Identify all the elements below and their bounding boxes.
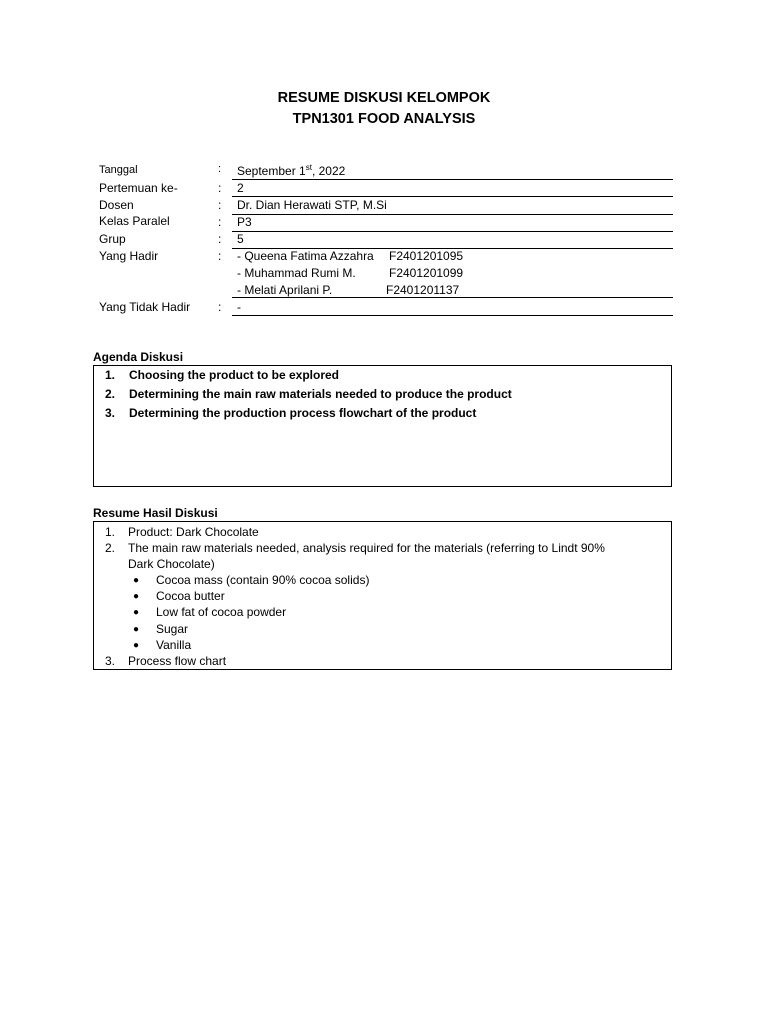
colon: : — [218, 198, 222, 212]
colon: : — [218, 249, 222, 263]
resume-item-text: Dark Chocolate) — [128, 557, 215, 571]
resume-title: Resume Hasil Diskusi — [93, 506, 218, 520]
bullet-icon: ● — [133, 624, 140, 635]
dosen-underline — [232, 214, 673, 215]
tidak-hadir-label: Yang Tidak Hadir — [99, 300, 191, 314]
resume-box — [93, 521, 672, 670]
bullet-text: Cocoa butter — [156, 589, 225, 603]
pertemuan-value: 2 — [237, 181, 244, 195]
kelas-underline — [232, 231, 673, 232]
bullet-icon: ● — [133, 640, 140, 651]
resume-item-number: 3. — [105, 654, 116, 668]
tidak-hadir-value: - — [237, 300, 241, 314]
resume-item-text: Product: Dark Chocolate — [128, 525, 259, 539]
resume-item-text: Process flow chart — [128, 654, 227, 668]
agenda-item: 1. Choosing the product to be explored — [105, 368, 339, 382]
tidak-hadir-underline — [232, 315, 673, 316]
dosen-value: Dr. Dian Herawati STP, M.Si — [237, 198, 387, 212]
agenda-item: 2. Determining the main raw materials needed to produce the product — [105, 387, 512, 401]
resume-item-text: The main raw materials needed, analysis required for the materials (referring to Lindt 90% — [128, 541, 605, 555]
tanggal-label: Tanggal — [99, 164, 138, 176]
colon: : — [218, 300, 222, 314]
grup-label: Grup — [99, 232, 126, 246]
colon: : — [218, 181, 222, 195]
course-title: TPN1301 FOOD ANALYSIS — [292, 111, 476, 127]
bullet-text: Cocoa mass (contain 90% cocoa solids) — [156, 573, 370, 587]
kelas-label: Kelas Paralel — [99, 214, 170, 228]
member-nim: F2401201099 — [389, 266, 464, 280]
dosen-label: Dosen — [99, 198, 134, 212]
colon: : — [218, 215, 222, 229]
agenda-item: 3. Determining the production process flowchart of the product — [105, 406, 477, 420]
member-nim: F2401201137 — [386, 283, 460, 297]
member-nim: F2401201095 — [389, 249, 464, 263]
bullet-icon: ● — [133, 575, 140, 586]
pertemuan-label: Pertemuan ke- — [99, 181, 178, 195]
bullet-icon: ● — [133, 607, 140, 618]
bullet-text: Sugar — [156, 622, 189, 636]
resume-item-number: 1. — [105, 525, 116, 539]
tanggal-underline — [232, 179, 673, 180]
bullet-icon: ● — [133, 591, 140, 602]
kelas-value: P3 — [237, 215, 252, 229]
member-name: - Queena Fatima Azzahra — [237, 249, 374, 263]
tanggal-value: September 1st, 2022 — [237, 163, 346, 178]
resume-item-number: 2. — [105, 541, 116, 555]
colon: : — [218, 163, 222, 175]
member-name: - Muhammad Rumi M. — [237, 266, 356, 280]
hadir-underline — [232, 297, 673, 298]
document-title: RESUME DISKUSI KELOMPOK — [277, 90, 491, 106]
pertemuan-underline — [232, 196, 673, 197]
grup-value: 5 — [237, 232, 244, 246]
member-name: - Melati Aprilani P. — [237, 283, 333, 297]
agenda-title: Agenda Diskusi — [93, 350, 184, 364]
bullet-text: Low fat of cocoa powder — [156, 605, 287, 619]
agenda-box — [93, 365, 672, 487]
hadir-label: Yang Hadir — [99, 249, 159, 263]
bullet-text: Vanilla — [156, 638, 192, 652]
colon: : — [218, 232, 222, 246]
